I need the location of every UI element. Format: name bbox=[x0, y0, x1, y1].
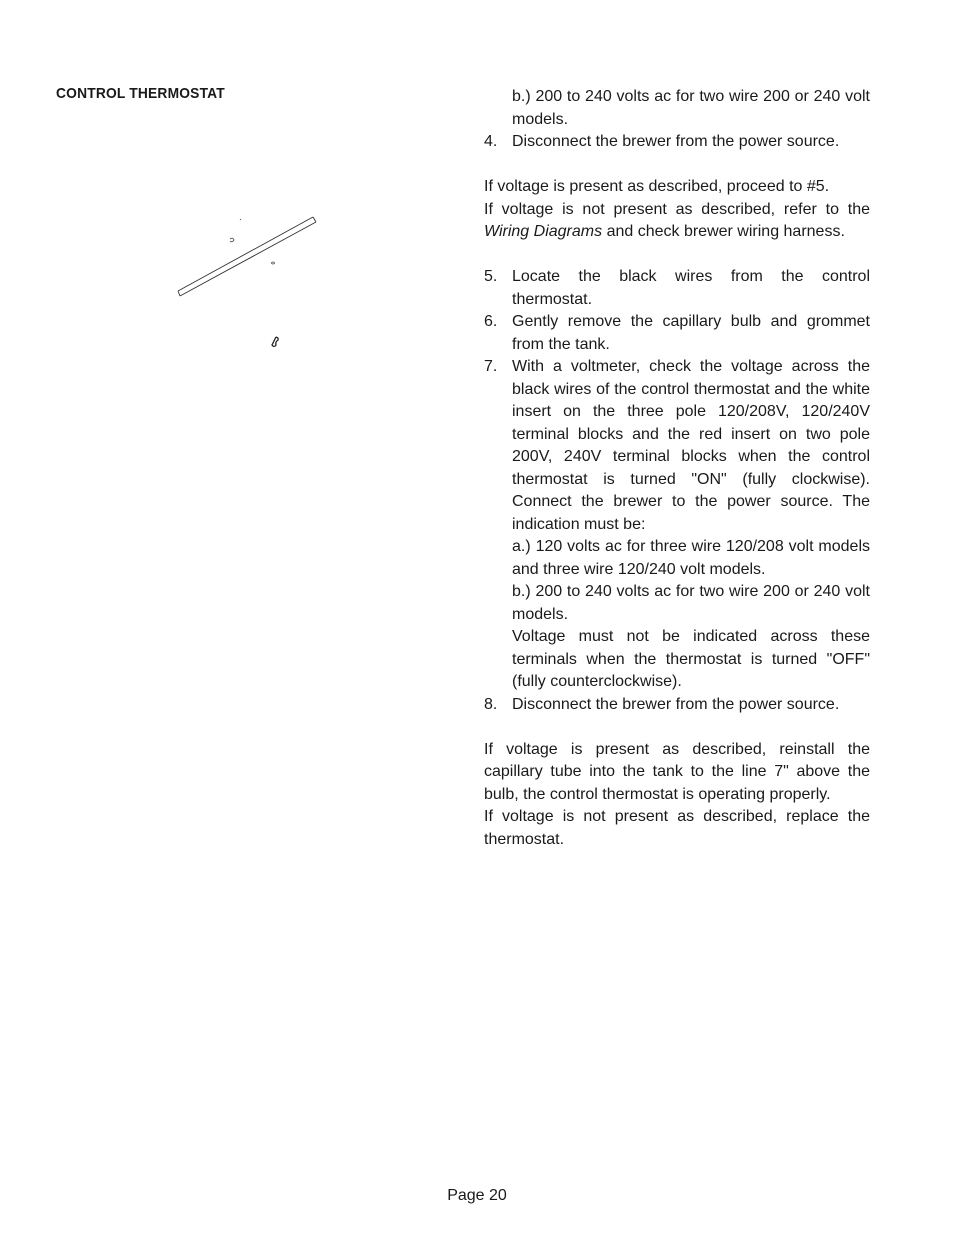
voltage-not-present-note bbox=[484, 199, 870, 244]
step-8 bbox=[484, 694, 870, 717]
step-6 bbox=[484, 311, 870, 356]
step-number: 5. bbox=[484, 268, 498, 285]
thermostat-illustration bbox=[170, 205, 330, 360]
step7-b: b.) 200 to 240 volts ac for two wire 200 or 240 volt models. bbox=[512, 583, 870, 623]
capillary-bulb-icon bbox=[272, 337, 278, 347]
voltage-present-note: If voltage is present as described, proceed to #5. bbox=[484, 178, 830, 195]
step3-b-continued: b.) 200 to 240 volts ac for two wire 200 or 240 volt models. bbox=[512, 88, 870, 128]
step7-note: Voltage must not be indicated across these terminals when the thermostat is turned "OFF" (fully counterclockwise). bbox=[512, 628, 870, 690]
instructions-column bbox=[484, 86, 870, 851]
wiring-diagrams-reference: Wiring Diagrams bbox=[484, 223, 603, 240]
step-4 bbox=[484, 131, 870, 154]
step-text: Disconnect the brewer from the power source. bbox=[512, 695, 840, 713]
note-text: If voltage is not present as described, refer to the bbox=[484, 200, 870, 218]
step-text: Disconnect the brewer from the power source. bbox=[512, 133, 840, 150]
step-7 bbox=[484, 356, 870, 536]
step-number: 8. bbox=[484, 695, 498, 713]
section-title: CONTROL THERMOSTAT bbox=[56, 85, 225, 102]
step-text: Locate the black wires from the control thermostat. bbox=[512, 268, 870, 308]
page-number: Page 20 bbox=[447, 1187, 507, 1204]
step-5 bbox=[484, 266, 870, 311]
step7-a: a.) 120 volts ac for three wire 120/208 volt models and three wire 120/240 volt models. bbox=[512, 538, 870, 578]
note-text-end: and check brewer wiring harness. bbox=[606, 223, 845, 240]
step-number: 7. bbox=[484, 358, 498, 375]
step-text: With a voltmeter, check the voltage across the black wires of the control thermostat and the white insert on the three pole 120/208V, 120/240V terminal blocks and the red insert on two pole 200V, 240V terminal blocks when the control thermostat is turned "ON" (fully clockwise). Connect the brewer to the power source. The indication must be: bbox=[512, 358, 870, 533]
voltage-not-present-result: If voltage is not present as described, replace the thermostat. bbox=[484, 808, 870, 848]
step-number: 4. bbox=[484, 133, 498, 150]
voltage-present-result: If voltage is present as described, reinstall the capillary tube into the tank to the line 7" above the bulb, the control thermostat is operating properly. bbox=[484, 740, 870, 803]
step-text: Gently remove the capillary bulb and grommet from the tank. bbox=[512, 313, 870, 353]
capillary-tube-drawing bbox=[178, 217, 316, 296]
step-number: 6. bbox=[484, 313, 498, 330]
